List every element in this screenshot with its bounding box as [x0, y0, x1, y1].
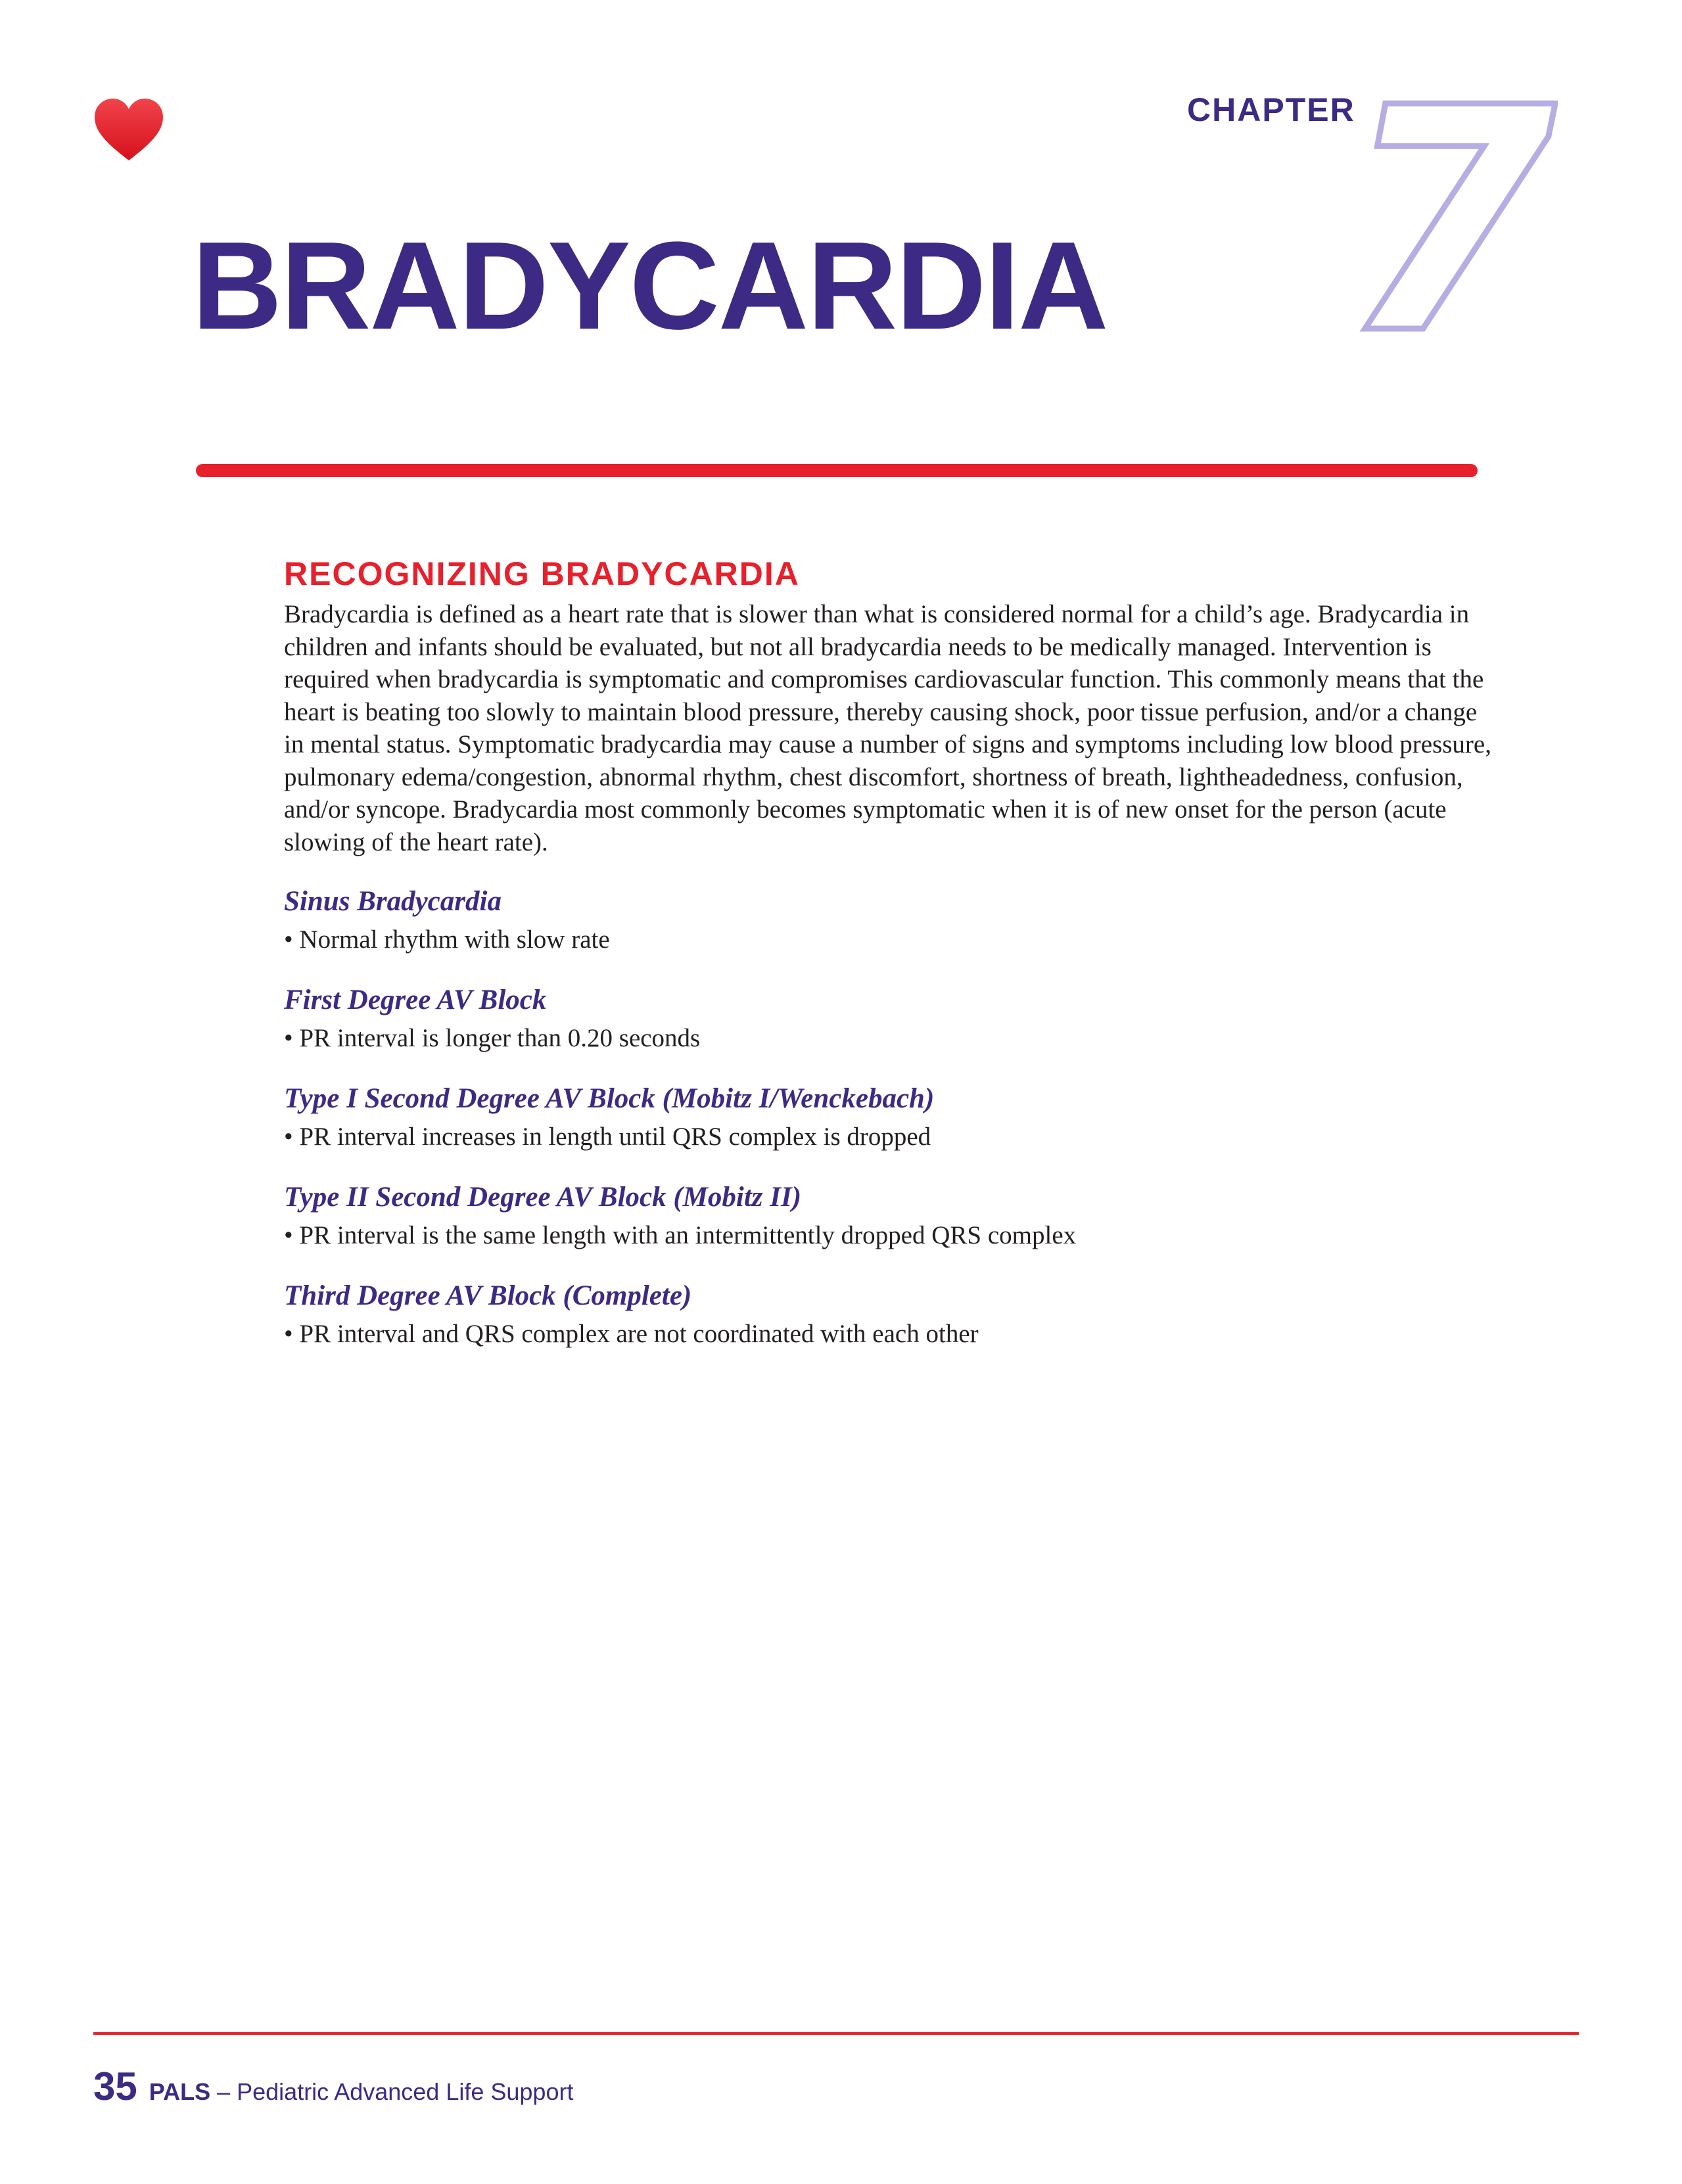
chapter-label: CHAPTER [1187, 91, 1355, 128]
footer-abbreviation: PALS [149, 2078, 211, 2105]
rhythm-heading: Third Degree AV Block (Complete) [284, 1280, 692, 1311]
page-footer [93, 2064, 573, 2109]
page-number: 35 [93, 2064, 137, 2108]
rhythm-block-sinus-bradycardia [284, 883, 1493, 957]
intro-paragraph: Bradycardia is defined as a heart rate that is slower than what is considered normal for a child’s age. Bradycardia in children and infants should be evaluated, but not all bradycardia needs to be medically managed. Intervention is required when bradycardia is symptomatic and compromises cardiovascular function. This commonly means that the heart is beating too slowly to maintain blood pressure, thereby causing shock, poor tissue perfusion, and/or a change in mental status. Symptomatic bradycardia may cause a number of signs and symptoms including low blood pressure, pulmonary edema/congestion, abnormal rhythm, chest discomfort, shortness of breath, lightheadedness, confusion, and/or syncope. Bradycardia most commonly becomes symptomatic when it is of new onset for the person (acute slowing of the heart rate). [284, 600, 1491, 856]
rhythm-bullet: • PR interval and QRS complex are not coordinated with each other [284, 1320, 979, 1348]
recognizing-bradycardia-section [284, 552, 1493, 1351]
rhythm-bullet: • PR interval is the same length with an intermittently dropped QRS complex [284, 1221, 1077, 1249]
footer-divider [93, 2032, 1579, 2035]
rhythm-heading: First Degree AV Block [284, 985, 547, 1015]
rhythm-block-type-i-second-degree [284, 1080, 1493, 1154]
chapter-number-text: 7 [1341, 78, 1556, 340]
rhythm-heading: Sinus Bradycardia [284, 886, 502, 917]
footer-title: – Pediatric Advanced Life Support [210, 2078, 574, 2105]
rhythm-block-first-degree [284, 982, 1493, 1056]
section-heading: RECOGNIZING BRADYCARDIA [284, 555, 800, 592]
rhythm-bullet: • PR interval increases in length until QRS complex is dropped [284, 1123, 931, 1151]
rhythm-block-third-degree [284, 1278, 1493, 1351]
rhythm-heading: Type I Second Degree AV Block (Mobitz I/Wenckebach) [284, 1083, 935, 1114]
title-divider [196, 464, 1478, 477]
rhythm-bullet: • PR interval is longer than 0.20 seconds [284, 1024, 701, 1052]
rhythm-heading: Type II Second Degree AV Block (Mobitz II) [284, 1182, 802, 1213]
rhythm-bullet: • Normal rhythm with slow rate [284, 925, 610, 954]
chapter-number [1341, 78, 1558, 340]
page-title: BRADYCARDIA [192, 216, 1108, 356]
rhythm-block-type-ii-second-degree [284, 1179, 1493, 1253]
heart-icon [93, 97, 164, 163]
